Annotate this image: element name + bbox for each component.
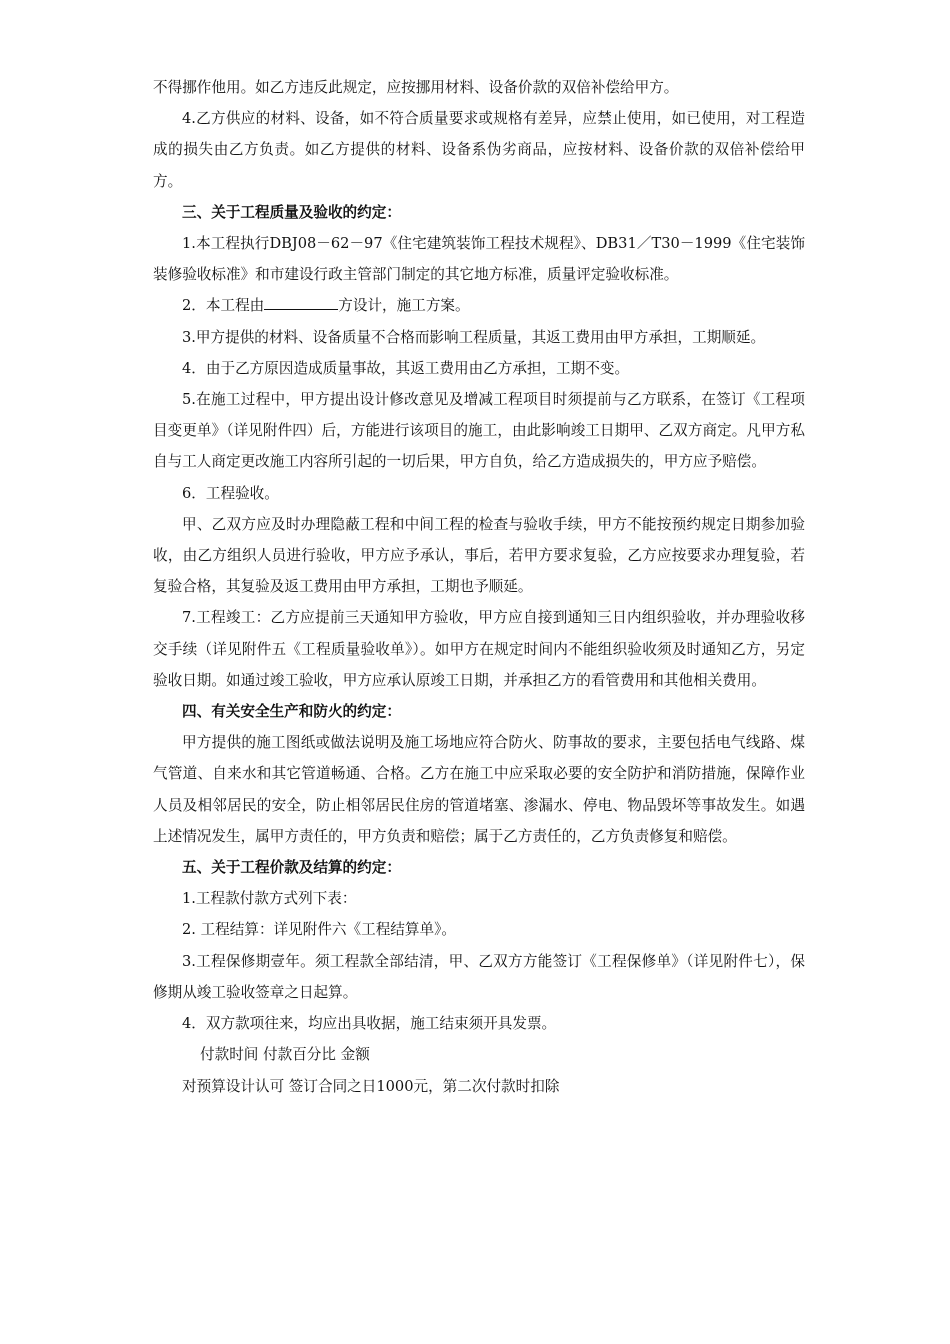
section-heading: 四、有关安全生产和防火的约定： (182, 703, 401, 721)
paragraph: 4．双方款项往来，均应出具收据，施工结束须开具发票。 (182, 1015, 557, 1033)
blank-underline (264, 294, 338, 310)
paragraph: 7.工程竣工：乙方应提前三天通知甲方验收，甲方应自接到通知三日内组织验收，并办理验收移交手续（详见附件五《工程质量验收单》）。如甲方在规定时间内不能组织验收须及时通知乙方，另定验收日期。如通过竣工验收，甲方应承认原竣工日期，并承担乙方的看管费用和其他相关费用。 (153, 609, 805, 689)
paragraph (153, 290, 805, 321)
paragraph: 3.甲方提供的材料、设备质量不合格而影响工程质量，其返工费用由甲方承担，工期顺延。 (182, 328, 766, 346)
paragraph: 不得挪作他用。如乙方违反此规定，应按挪用材料、设备价款的双倍补偿给甲方。 (153, 79, 679, 96)
text-span: 方设计，施工方案。 (338, 297, 470, 315)
text-span: 2．本工程由 (182, 297, 265, 315)
paragraph: 甲、乙双方应及时办理隐蔽工程和中间工程的检查与验收手续，甲方不能按预约规定日期参加验收，由乙方组织人员进行验收，甲方应予承认，事后，若甲方要求复验，乙方应按要求办理复验，若复验合格，其复验及返工费用由甲方承担，工期也予顺延。 (153, 515, 805, 596)
paragraph: 5.在施工过程中，甲方提出设计修改意见及增减工程项目时须提前与乙方联系，在签订《工程项目变更单》（详见附件四）后，方能进行该项目的施工，由此影响竣工日期甲、乙双方商定。凡甲方私自与工人商定更改施工内容所引起的一切后果，甲方自负，给乙方造成损失的，甲方应予赔偿。 (153, 391, 805, 471)
payment-table-header: 付款时间 付款百分比 金额 (200, 1046, 370, 1064)
paragraph: 甲方提供的施工图纸或做法说明及施工场地应符合防火、防事故的要求，主要包括电气线路、煤气管道、自来水和其它管道畅通、合格。乙方在施工中应采取必要的安全防护和消防措施，保障作业人员及相邻居民的安全，防止相邻居民住房的管道堵塞、渗漏水、停电、物品毁坏等事故发生。如遇上述情况发生，属甲方责任的，甲方负责和赔偿；属于乙方责任的，乙方负责修复和赔偿。 (153, 734, 805, 845)
paragraph: 1.工程款付款方式列下表： (182, 890, 357, 908)
section-heading: 五、关于工程价款及结算的约定： (182, 859, 401, 877)
section-heading: 三、关于工程质量及验收的约定： (182, 203, 401, 221)
paragraph: 6．工程验收。 (182, 484, 279, 502)
paragraph: 3.工程保修期壹年。须工程款全部结清，甲、乙双方方能签订《工程保修单》（详见附件七），保修期从竣工验收签章之日起算。 (153, 952, 805, 1001)
payment-table-row: 对预算设计认可 签订合同之日1000元，第二次付款时扣除 (182, 1077, 560, 1095)
paragraph: 4.乙方供应的材料、设备，如不符合质量要求或规格有差异，应禁止使用，如已使用，对工程造成的损失由乙方负责。如乙方提供的材料、设备系伪劣商品，应按材料、设备价款的双倍补偿给甲方。 (153, 110, 805, 190)
paragraph: 1.本工程执行DBJ08－62－97《住宅建筑装饰工程技术规程》、DB31／T30－1999《住宅装饰装修验收标准》和市建设行政主管部门制定的其它地方标准，质量评定验收标准。 (153, 235, 805, 284)
paragraph: 4．由于乙方原因造成质量事故，其返工费用由乙方承担，工期不变。 (182, 359, 630, 377)
paragraph: 2. 工程结算：详见附件六《工程结算单》。 (182, 921, 456, 939)
